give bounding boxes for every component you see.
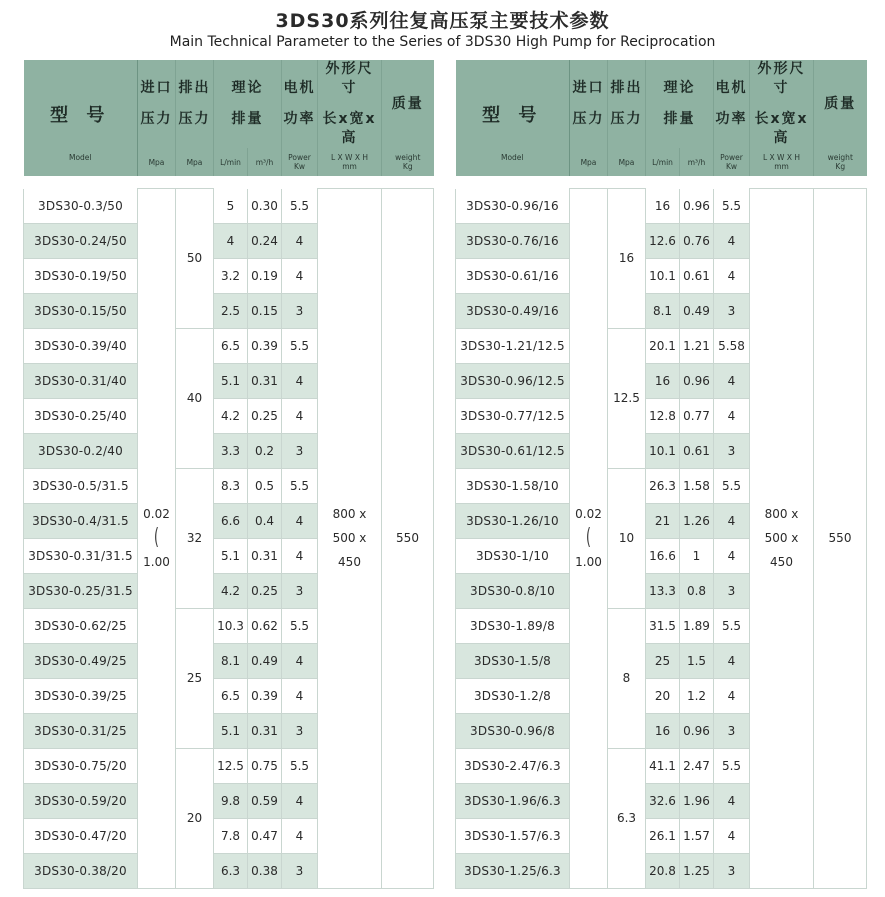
flow-lmin-cell: 6.5 bbox=[214, 328, 248, 363]
flow-m3h-cell: 0.31 bbox=[248, 363, 282, 398]
power-cell: 4 bbox=[282, 643, 318, 678]
header-power-unit-l2: Kw bbox=[293, 162, 306, 171]
gap-cell bbox=[456, 176, 867, 189]
header-dims-unit bbox=[750, 148, 814, 176]
model-cell: 3DS30-0.77/12.5 bbox=[456, 398, 570, 433]
flow-m3h-cell: 1.58 bbox=[680, 468, 714, 503]
header-power-cn1: 电机 bbox=[715, 80, 748, 96]
flow-m3h-cell: 0.49 bbox=[680, 293, 714, 328]
outlet-pressure-cell: 32 bbox=[176, 468, 214, 608]
outlet-pressure-cell: 6.3 bbox=[608, 748, 646, 888]
model-cell: 3DS30-1.58/10 bbox=[456, 468, 570, 503]
flow-m3h-cell: 0.5 bbox=[248, 468, 282, 503]
power-cell: 3 bbox=[714, 573, 750, 608]
model-cell: 3DS30-1.5/8 bbox=[456, 643, 570, 678]
power-cell: 4 bbox=[714, 783, 750, 818]
flow-lmin-cell: 6.3 bbox=[214, 853, 248, 888]
flow-lmin-cell: 10.1 bbox=[646, 433, 680, 468]
outlet-pressure-cell: 25 bbox=[176, 608, 214, 748]
model-cell: 3DS30-1.96/6.3 bbox=[456, 783, 570, 818]
flow-m3h-cell: 0.15 bbox=[248, 293, 282, 328]
flow-lmin-cell: 6.6 bbox=[214, 503, 248, 538]
header-inlet-cn2: 压力 bbox=[572, 111, 605, 127]
power-cell: 4 bbox=[282, 258, 318, 293]
spec-table-right bbox=[455, 60, 867, 889]
header-dims bbox=[750, 60, 814, 148]
header-outlet-unit bbox=[176, 148, 214, 176]
header-power-cn1: 电机 bbox=[283, 80, 316, 96]
header-weight-unit bbox=[814, 148, 867, 176]
header-outlet-unit-l1: Mpa bbox=[618, 157, 635, 167]
flow-lmin-cell: 20 bbox=[646, 678, 680, 713]
header-dims-unit-l2: mm bbox=[342, 162, 357, 171]
power-cell: 5.5 bbox=[714, 189, 750, 224]
dimensions-cell bbox=[750, 189, 814, 889]
inlet-range bbox=[570, 502, 607, 574]
header-outlet-unit bbox=[608, 148, 646, 176]
header-power-unit-l2: Kw bbox=[725, 162, 738, 171]
power-cell: 4 bbox=[714, 503, 750, 538]
flow-m3h-cell: 2.47 bbox=[680, 748, 714, 783]
outlet-pressure-cell: 50 bbox=[176, 189, 214, 329]
flow-m3h-cell: 0.96 bbox=[680, 189, 714, 224]
spec-table-left bbox=[23, 60, 434, 889]
header-row bbox=[24, 60, 434, 148]
power-cell: 4 bbox=[282, 783, 318, 818]
power-cell: 3 bbox=[282, 293, 318, 328]
flow-lmin-cell: 5.1 bbox=[214, 363, 248, 398]
model-cell: 3DS30-0.96/8 bbox=[456, 713, 570, 748]
flow-lmin-cell: 20.1 bbox=[646, 328, 680, 363]
header-outlet bbox=[608, 60, 646, 148]
header-model bbox=[24, 60, 138, 176]
power-cell: 5.5 bbox=[282, 189, 318, 224]
flow-lmin-cell: 16 bbox=[646, 713, 680, 748]
flow-m3h-cell: 0.38 bbox=[248, 853, 282, 888]
power-cell: 5.58 bbox=[714, 328, 750, 363]
header-inlet-cn2: 压力 bbox=[140, 111, 173, 127]
flow-m3h-cell: 0.8 bbox=[680, 573, 714, 608]
flow-m3h-cell: 0.76 bbox=[680, 223, 714, 258]
header-weight-unit-l1: weight bbox=[395, 153, 421, 162]
flow-lmin-cell: 8.1 bbox=[646, 293, 680, 328]
model-cell: 3DS30-1.57/6.3 bbox=[456, 818, 570, 853]
inlet-pressure-cell bbox=[570, 189, 608, 889]
flow-m3h-cell: 1.25 bbox=[680, 853, 714, 888]
header-model-en: Model bbox=[68, 152, 92, 162]
flow-m3h-cell: 0.77 bbox=[680, 398, 714, 433]
flow-m3h-cell: 1.89 bbox=[680, 608, 714, 643]
header-flow-unit-l-l1: L/min bbox=[220, 157, 241, 167]
range-tilde-icon: ( bbox=[153, 525, 160, 551]
flow-m3h-cell: 0.61 bbox=[680, 433, 714, 468]
dims-line-3: 450 bbox=[770, 555, 793, 570]
model-cell: 3DS30-1.26/10 bbox=[456, 503, 570, 538]
model-cell: 3DS30-0.76/16 bbox=[456, 223, 570, 258]
power-cell: 3 bbox=[282, 713, 318, 748]
header-outlet-cn1: 排出 bbox=[178, 80, 211, 96]
inlet-max: 1.00 bbox=[143, 555, 170, 570]
header-inlet-cn1: 进口 bbox=[572, 80, 605, 96]
model-cell: 3DS30-0.19/50 bbox=[24, 258, 138, 293]
flow-lmin-cell: 6.5 bbox=[214, 678, 248, 713]
header-weight bbox=[382, 60, 434, 148]
power-cell: 5.5 bbox=[714, 608, 750, 643]
flow-lmin-cell: 3.2 bbox=[214, 258, 248, 293]
header-weight-unit-l2: Kg bbox=[835, 162, 846, 171]
flow-m3h-cell: 1.21 bbox=[680, 328, 714, 363]
flow-lmin-cell: 41.1 bbox=[646, 748, 680, 783]
model-cell: 3DS30-0.39/40 bbox=[24, 328, 138, 363]
header-outlet-cn2: 压力 bbox=[610, 111, 643, 127]
dims-line-2: 500 x bbox=[332, 531, 367, 546]
flow-m3h-cell: 0.4 bbox=[248, 503, 282, 538]
power-cell: 5.5 bbox=[714, 748, 750, 783]
header-dims-unit-l1: L X W X H bbox=[330, 153, 369, 162]
flow-m3h-cell: 0.31 bbox=[248, 538, 282, 573]
header-flow-unit-m-l1: m³/h bbox=[687, 157, 706, 167]
outlet-pressure-cell: 12.5 bbox=[608, 328, 646, 468]
power-cell: 4 bbox=[282, 538, 318, 573]
model-cell: 3DS30-1.25/6.3 bbox=[456, 853, 570, 888]
model-cell: 3DS30-0.24/50 bbox=[24, 223, 138, 258]
header-gap bbox=[456, 176, 867, 189]
power-cell: 5.5 bbox=[282, 748, 318, 783]
flow-m3h-cell: 0.30 bbox=[248, 189, 282, 224]
header-dims-cn1: 外形尺寸 bbox=[757, 61, 806, 96]
flow-lmin-cell: 5 bbox=[214, 189, 248, 224]
model-cell: 3DS30-0.96/12.5 bbox=[456, 363, 570, 398]
model-cell: 3DS30-1.21/12.5 bbox=[456, 328, 570, 363]
flow-lmin-cell: 31.5 bbox=[646, 608, 680, 643]
header-flow-cn2: 排量 bbox=[663, 111, 696, 127]
flow-lmin-cell: 10.1 bbox=[646, 258, 680, 293]
inlet-range bbox=[138, 502, 175, 574]
header-dims-unit-l1: L X W X H bbox=[762, 153, 801, 162]
model-cell: 3DS30-0.31/40 bbox=[24, 363, 138, 398]
power-cell: 4 bbox=[714, 223, 750, 258]
model-cell: 3DS30-0.62/25 bbox=[24, 608, 138, 643]
model-cell: 3DS30-0.8/10 bbox=[456, 573, 570, 608]
header-model-en: Model bbox=[500, 152, 524, 162]
power-cell: 4 bbox=[714, 363, 750, 398]
model-cell: 3DS30-0.75/20 bbox=[24, 748, 138, 783]
flow-lmin-cell: 5.1 bbox=[214, 538, 248, 573]
range-tilde-icon: ( bbox=[585, 525, 592, 551]
header-outlet-unit-l1: Mpa bbox=[186, 157, 203, 167]
power-cell: 4 bbox=[282, 363, 318, 398]
power-cell: 3 bbox=[714, 853, 750, 888]
flow-lmin-cell: 2.5 bbox=[214, 293, 248, 328]
header-flow-unit-l bbox=[214, 148, 248, 176]
flow-lmin-cell: 32.6 bbox=[646, 783, 680, 818]
model-cell: 3DS30-0.96/16 bbox=[456, 189, 570, 224]
power-cell: 4 bbox=[282, 503, 318, 538]
header-flow-unit-m bbox=[680, 148, 714, 176]
header-inlet-cn1: 进口 bbox=[140, 80, 173, 96]
model-cell: 3DS30-0.38/20 bbox=[24, 853, 138, 888]
header-inlet-unit bbox=[570, 148, 608, 176]
flow-lmin-cell: 26.3 bbox=[646, 468, 680, 503]
flow-lmin-cell: 13.3 bbox=[646, 573, 680, 608]
flow-m3h-cell: 1.2 bbox=[680, 678, 714, 713]
power-cell: 4 bbox=[282, 678, 318, 713]
header-weight-unit-l2: Kg bbox=[402, 162, 413, 171]
table-row bbox=[24, 189, 434, 224]
weight-cell: 550 bbox=[814, 189, 867, 889]
header-dims-unit-l2: mm bbox=[774, 162, 789, 171]
flow-m3h-cell: 1.26 bbox=[680, 503, 714, 538]
model-cell: 3DS30-0.31/31.5 bbox=[24, 538, 138, 573]
power-cell: 4 bbox=[714, 398, 750, 433]
flow-m3h-cell: 0.39 bbox=[248, 678, 282, 713]
page-title: 3DS30系列往复高压泵主要技术参数 bbox=[275, 10, 610, 32]
model-cell: 3DS30-0.61/12.5 bbox=[456, 433, 570, 468]
flow-m3h-cell: 1 bbox=[680, 538, 714, 573]
power-cell: 4 bbox=[714, 538, 750, 573]
header-model-cn: 型 号 bbox=[50, 104, 111, 126]
model-cell: 3DS30-0.2/40 bbox=[24, 433, 138, 468]
header-inlet-unit bbox=[138, 148, 176, 176]
power-cell: 3 bbox=[282, 433, 318, 468]
header-flow-cn1: 理论 bbox=[663, 80, 696, 96]
flow-lmin-cell: 4 bbox=[214, 223, 248, 258]
header-model-cn: 型 号 bbox=[482, 104, 543, 126]
power-cell: 3 bbox=[282, 573, 318, 608]
header-weight-unit bbox=[382, 148, 434, 176]
header-flow bbox=[214, 60, 282, 148]
flow-lmin-cell: 4.2 bbox=[214, 398, 248, 433]
flow-m3h-cell: 0.96 bbox=[680, 713, 714, 748]
model-cell: 3DS30-0.49/25 bbox=[24, 643, 138, 678]
flow-m3h-cell: 0.75 bbox=[248, 748, 282, 783]
flow-lmin-cell: 8.1 bbox=[214, 643, 248, 678]
model-cell: 3DS30-0.4/31.5 bbox=[24, 503, 138, 538]
model-cell: 3DS30-1.2/8 bbox=[456, 678, 570, 713]
outlet-pressure-cell: 20 bbox=[176, 748, 214, 888]
flow-lmin-cell: 20.8 bbox=[646, 853, 680, 888]
power-cell: 4 bbox=[714, 678, 750, 713]
outlet-pressure-cell: 10 bbox=[608, 468, 646, 608]
power-cell: 3 bbox=[282, 853, 318, 888]
header-dims-unit bbox=[318, 148, 382, 176]
power-cell: 4 bbox=[282, 818, 318, 853]
flow-lmin-cell: 16 bbox=[646, 363, 680, 398]
header-dims-cn1: 外形尺寸 bbox=[325, 61, 374, 96]
model-cell: 3DS30-0.59/20 bbox=[24, 783, 138, 818]
header-power-unit bbox=[282, 148, 318, 176]
header-dims-cn2: 长x宽x高 bbox=[754, 111, 809, 146]
page-subtitle: Main Technical Parameter to the Series of 3DS30 High Pump for Reciprocation bbox=[169, 34, 716, 50]
power-cell: 4 bbox=[282, 398, 318, 433]
model-cell: 3DS30-1/10 bbox=[456, 538, 570, 573]
header-outlet bbox=[176, 60, 214, 148]
flow-lmin-cell: 7.8 bbox=[214, 818, 248, 853]
header-power-cn2: 功率 bbox=[283, 111, 316, 127]
header-power-cn2: 功率 bbox=[715, 111, 748, 127]
header-inlet bbox=[570, 60, 608, 148]
header-flow-cn2: 排量 bbox=[231, 111, 264, 127]
flow-m3h-cell: 1.5 bbox=[680, 643, 714, 678]
flow-lmin-cell: 4.2 bbox=[214, 573, 248, 608]
inlet-min: 0.02 bbox=[575, 507, 602, 522]
flow-m3h-cell: 0.61 bbox=[680, 258, 714, 293]
power-cell: 5.5 bbox=[282, 468, 318, 503]
gap-cell bbox=[24, 176, 434, 189]
header-model bbox=[456, 60, 570, 176]
header-flow-unit-m-l1: m³/h bbox=[255, 157, 274, 167]
flow-m3h-cell: 0.62 bbox=[248, 608, 282, 643]
flow-m3h-cell: 0.39 bbox=[248, 328, 282, 363]
power-cell: 4 bbox=[282, 223, 318, 258]
dims-line-1: 800 x bbox=[764, 507, 799, 522]
model-cell: 3DS30-0.61/16 bbox=[456, 258, 570, 293]
flow-lmin-cell: 9.8 bbox=[214, 783, 248, 818]
header-flow-unit-l-l1: L/min bbox=[652, 157, 673, 167]
dims-line-1: 800 x bbox=[332, 507, 367, 522]
header-flow bbox=[646, 60, 714, 148]
dims-line-3: 450 bbox=[338, 555, 361, 570]
model-cell: 3DS30-0.25/31.5 bbox=[24, 573, 138, 608]
flow-lmin-cell: 3.3 bbox=[214, 433, 248, 468]
flow-lmin-cell: 16.6 bbox=[646, 538, 680, 573]
flow-m3h-cell: 0.59 bbox=[248, 783, 282, 818]
header-gap bbox=[24, 176, 434, 189]
model-cell: 3DS30-0.3/50 bbox=[24, 189, 138, 224]
flow-lmin-cell: 26.1 bbox=[646, 818, 680, 853]
dimensions-cell bbox=[318, 189, 382, 889]
header-power-unit-l1: Power bbox=[720, 153, 743, 162]
model-cell: 3DS30-0.39/25 bbox=[24, 678, 138, 713]
power-cell: 4 bbox=[714, 643, 750, 678]
flow-lmin-cell: 21 bbox=[646, 503, 680, 538]
power-cell: 5.5 bbox=[282, 328, 318, 363]
table-row bbox=[456, 189, 867, 224]
power-cell: 3 bbox=[714, 293, 750, 328]
model-cell: 3DS30-0.49/16 bbox=[456, 293, 570, 328]
model-cell: 3DS30-0.15/50 bbox=[24, 293, 138, 328]
flow-m3h-cell: 0.25 bbox=[248, 398, 282, 433]
header-weight-cn1: 质量 bbox=[391, 95, 424, 112]
model-cell: 3DS30-0.5/31.5 bbox=[24, 468, 138, 503]
power-cell: 4 bbox=[714, 818, 750, 853]
inlet-min: 0.02 bbox=[143, 507, 170, 522]
header-row bbox=[456, 60, 867, 148]
header-inlet bbox=[138, 60, 176, 148]
power-cell: 4 bbox=[714, 258, 750, 293]
outlet-pressure-cell: 40 bbox=[176, 328, 214, 468]
flow-m3h-cell: 0.2 bbox=[248, 433, 282, 468]
outlet-pressure-cell: 8 bbox=[608, 608, 646, 748]
header-outlet-cn1: 排出 bbox=[610, 80, 643, 96]
inlet-max: 1.00 bbox=[575, 555, 602, 570]
header-power bbox=[282, 60, 318, 148]
flow-lmin-cell: 25 bbox=[646, 643, 680, 678]
flow-lmin-cell: 16 bbox=[646, 189, 680, 224]
flow-m3h-cell: 0.31 bbox=[248, 713, 282, 748]
weight-cell: 550 bbox=[382, 189, 434, 889]
header-power bbox=[714, 60, 750, 148]
header-dims-cn2: 长x宽x高 bbox=[322, 111, 377, 146]
header-weight-unit-l1: weight bbox=[827, 153, 853, 162]
flow-m3h-cell: 1.96 bbox=[680, 783, 714, 818]
power-cell: 3 bbox=[714, 433, 750, 468]
flow-m3h-cell: 0.25 bbox=[248, 573, 282, 608]
model-cell: 3DS30-0.47/20 bbox=[24, 818, 138, 853]
header-inlet-unit-l1: Mpa bbox=[580, 157, 597, 167]
header-outlet-cn2: 压力 bbox=[178, 111, 211, 127]
flow-m3h-cell: 1.57 bbox=[680, 818, 714, 853]
flow-lmin-cell: 10.3 bbox=[214, 608, 248, 643]
power-cell: 5.5 bbox=[714, 468, 750, 503]
flow-m3h-cell: 0.49 bbox=[248, 643, 282, 678]
flow-m3h-cell: 0.24 bbox=[248, 223, 282, 258]
header-flow-cn1: 理论 bbox=[231, 80, 264, 96]
dims-line-2: 500 x bbox=[764, 531, 799, 546]
flow-m3h-cell: 0.96 bbox=[680, 363, 714, 398]
header-power-unit-l1: Power bbox=[288, 153, 311, 162]
header-weight-cn1: 质量 bbox=[824, 95, 857, 112]
power-cell: 3 bbox=[714, 713, 750, 748]
model-cell: 3DS30-2.47/6.3 bbox=[456, 748, 570, 783]
header-inlet-unit-l1: Mpa bbox=[148, 157, 165, 167]
header-weight bbox=[814, 60, 867, 148]
flow-lmin-cell: 5.1 bbox=[214, 713, 248, 748]
model-cell: 3DS30-0.25/40 bbox=[24, 398, 138, 433]
model-cell: 3DS30-1.89/8 bbox=[456, 608, 570, 643]
power-cell: 5.5 bbox=[282, 608, 318, 643]
inlet-pressure-cell bbox=[138, 189, 176, 889]
header-flow-unit-m bbox=[248, 148, 282, 176]
flow-m3h-cell: 0.47 bbox=[248, 818, 282, 853]
flow-lmin-cell: 8.3 bbox=[214, 468, 248, 503]
model-cell: 3DS30-0.31/25 bbox=[24, 713, 138, 748]
flow-lmin-cell: 12.8 bbox=[646, 398, 680, 433]
flow-m3h-cell: 0.19 bbox=[248, 258, 282, 293]
header-power-unit bbox=[714, 148, 750, 176]
header-flow-unit-l bbox=[646, 148, 680, 176]
header-dims bbox=[318, 60, 382, 148]
flow-lmin-cell: 12.6 bbox=[646, 223, 680, 258]
outlet-pressure-cell: 16 bbox=[608, 189, 646, 329]
flow-lmin-cell: 12.5 bbox=[214, 748, 248, 783]
